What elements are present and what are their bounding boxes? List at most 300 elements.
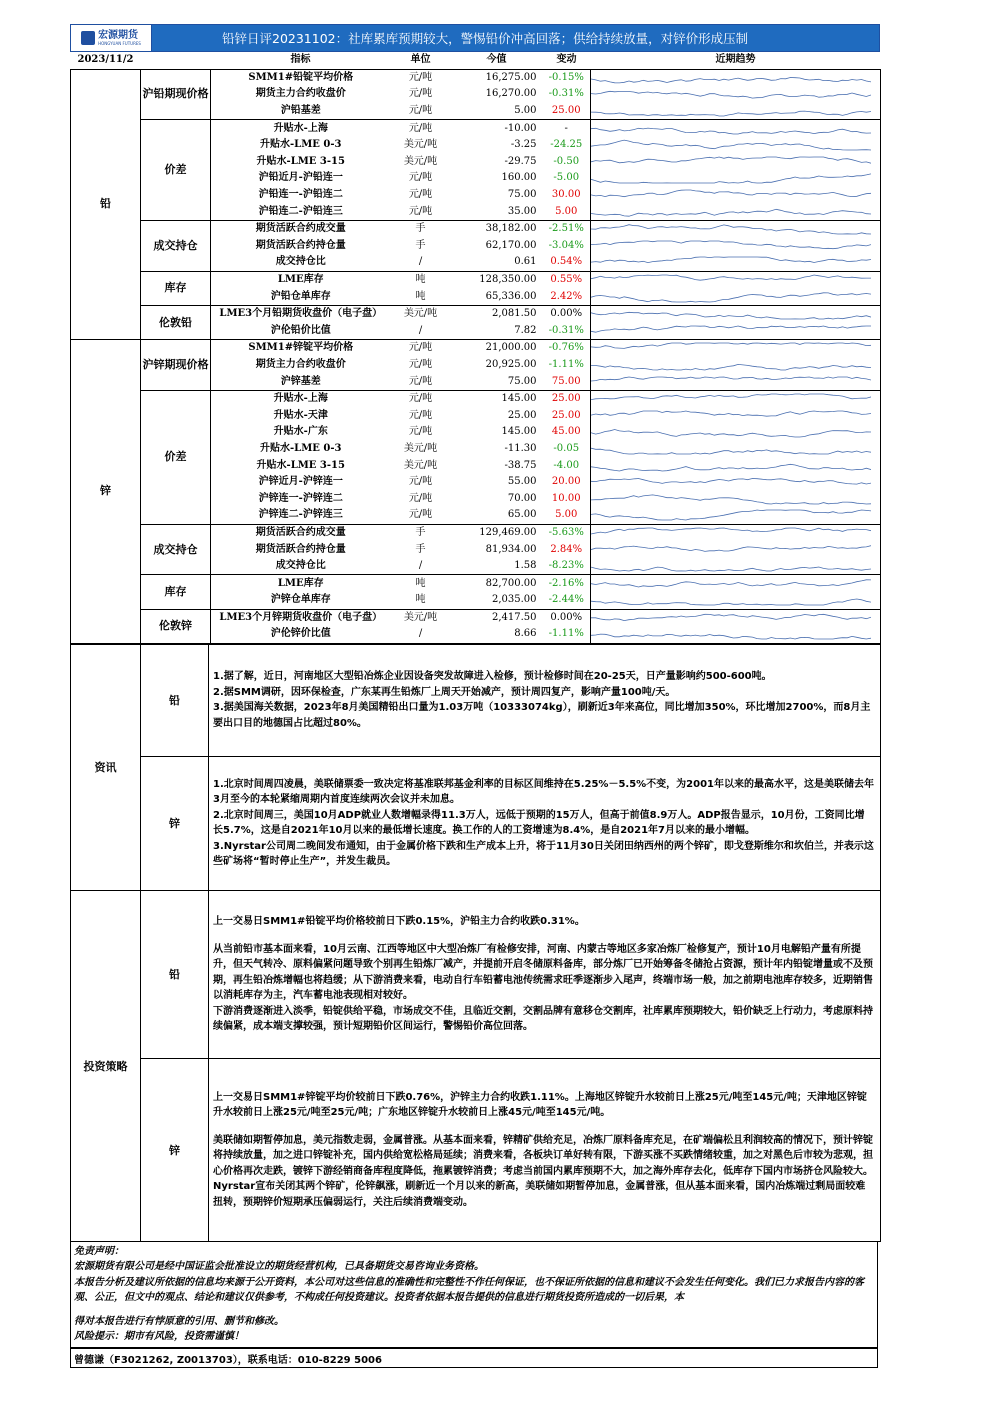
trend-line (591, 111, 871, 116)
indicator-name: 期货活跃合约成交量 (255, 223, 346, 235)
data-row (71, 390, 881, 407)
info-zinc-item: 3.Nyrstar公司周二晚间发布通知，由于金属价格下跌和生产成本上升，将于11月30日关闭田纳西州的两个锌矿，即戈登斯维尔和坎伯兰，并表示这些矿场将“暂时停止生产”，并发生裁员。 (213, 840, 874, 868)
trend-cell (591, 271, 881, 288)
indicator-name: 沪锌基差 (211, 373, 391, 390)
trend-line (591, 292, 871, 301)
trend-cell (591, 592, 881, 609)
group-label: 沪铅期现价格 (141, 69, 211, 120)
trend-cell (591, 457, 881, 474)
unit: 元/吨 (391, 507, 451, 524)
trend-cell (591, 609, 881, 626)
disclaimer (70, 1242, 878, 1348)
trend-cell (591, 288, 881, 305)
unit: / (391, 626, 451, 643)
trend-line (591, 411, 871, 416)
trend-cell (591, 187, 881, 204)
trend-cell (591, 170, 881, 187)
trend-sparkline (591, 627, 871, 641)
trend-sparkline (591, 358, 871, 372)
trend-cell (591, 69, 881, 86)
unit: 手 (415, 543, 426, 555)
change: -0.05 (553, 442, 580, 454)
indicator-name: 升贴水-LME 3-15 (256, 155, 345, 167)
change: -1.11% (543, 626, 591, 643)
value: 75.00 (451, 373, 543, 390)
info-zinc-item: 2.北京时间周三，美国10月ADP就业人数增幅录得11.3万人，远低于预期的15万人，但高于前值8.9万人。ADP报告显示，10月份，工资同比增长5.7%，这是自2021年10月以来的最低增长速度。换工作的人的工资增速为8.4%，是自2021年7月以来的最小增幅。 (213, 809, 865, 837)
col-indicator: 指标 (211, 52, 391, 69)
report-date: 2023/11/2 (71, 52, 141, 69)
trend-sparkline (591, 442, 871, 456)
trend-sparkline (591, 239, 871, 253)
indicator-name: 成交持仓比 (211, 254, 391, 271)
value: 129,469.00 (479, 526, 537, 538)
change: 25.00 (543, 103, 591, 120)
unit: 元/吨 (408, 88, 433, 100)
trend-line (591, 479, 871, 485)
unit: 美元/吨 (403, 308, 438, 320)
indicator-name: LME库存 (277, 577, 324, 589)
change: -5.63% (548, 526, 584, 538)
value: 75.00 (507, 189, 537, 201)
trend-line (591, 140, 871, 150)
unit: 元/吨 (391, 373, 451, 390)
trend-sparkline (591, 459, 871, 473)
indicator-name: 升贴水-广东 (273, 426, 328, 438)
change: -0.50 (553, 155, 580, 167)
trend-line (591, 528, 871, 534)
trend-sparkline (591, 475, 871, 489)
data-row (71, 575, 881, 592)
unit: 元/吨 (391, 203, 451, 220)
trend-sparkline (591, 122, 871, 136)
trend-sparkline (591, 508, 871, 522)
value: 65,336.00 (451, 288, 543, 305)
unit: 元/吨 (408, 71, 433, 83)
change: 2.42% (543, 288, 591, 305)
trend-line (591, 128, 871, 134)
change: 0.55% (550, 274, 583, 286)
indicator-name: 升贴水-上海 (273, 122, 328, 134)
unit: 吨 (391, 288, 451, 305)
group-label: 伦敦铅 (141, 305, 211, 339)
trend-line (591, 241, 871, 249)
trend-line (591, 567, 871, 571)
data-row (71, 120, 881, 137)
unit: 元/吨 (408, 122, 433, 134)
trend-cell (591, 340, 881, 357)
unit: 元/吨 (408, 476, 433, 488)
trend-sparkline (591, 593, 871, 607)
col-unit: 单位 (391, 52, 451, 69)
info-zinc-label: 锌 (141, 756, 209, 890)
value: 82,700.00 (485, 577, 537, 589)
change: 0.00% (550, 308, 583, 320)
group-label: 伦敦锌 (141, 609, 211, 643)
trend-line (591, 343, 871, 348)
trend-sparkline (591, 188, 871, 202)
unit: / (391, 254, 451, 271)
change: -2.16% (548, 577, 584, 589)
change: -24.25 (550, 139, 583, 151)
trend-sparkline (591, 273, 871, 287)
value: 65.00 (451, 507, 543, 524)
trend-sparkline (591, 155, 871, 169)
value: 0.61 (451, 254, 543, 271)
unit: 元/吨 (408, 409, 433, 421)
trend-cell (591, 120, 881, 137)
change: 2.84% (550, 543, 583, 555)
trend-sparkline (591, 409, 871, 423)
trend-sparkline (591, 205, 871, 219)
unit: 元/吨 (408, 189, 433, 201)
unit: 手 (415, 223, 426, 235)
indicator-name: 沪铅基差 (211, 103, 391, 120)
strategy-label: 投资策略 (71, 890, 141, 1241)
value: 35.00 (451, 203, 543, 220)
change: -0.31% (543, 323, 591, 340)
trend-line (591, 377, 871, 381)
indicator-name: 沪伦锌价比值 (211, 626, 391, 643)
trend-line (591, 364, 871, 370)
value: -38.75 (504, 459, 537, 471)
trend-sparkline (591, 104, 871, 118)
value: 2,081.50 (491, 308, 537, 320)
trend-cell (591, 390, 881, 407)
trend-cell (591, 424, 881, 441)
trend-line (591, 92, 871, 99)
trend-sparkline (591, 577, 871, 591)
strategy-lead-text (209, 890, 881, 1058)
change: -0.15% (548, 71, 584, 83)
trend-line (591, 157, 871, 163)
trend-line (591, 495, 871, 504)
change: 25.00 (551, 409, 581, 421)
change: -5.00 (553, 172, 580, 184)
indicator-name: 升贴水-LME 3-15 (256, 459, 345, 471)
trend-line (591, 635, 871, 640)
change: 30.00 (551, 189, 581, 201)
trend-line (591, 448, 871, 454)
unit: 元/吨 (408, 393, 433, 405)
report-header (70, 24, 880, 52)
indicator-name: LME3个月铅期货收盘价（电子盘） (219, 308, 383, 320)
indicator-name: 沪锌连一-沪锌连二 (258, 492, 343, 504)
trend-line (591, 225, 871, 234)
trend-sparkline (591, 71, 871, 85)
indicator-name: 升贴水-天津 (273, 409, 328, 421)
trend-line (591, 580, 871, 587)
indicator-name: SMM1#铅锭平均价格 (248, 71, 354, 83)
trend-cell (591, 154, 881, 171)
indicator-name: 沪铅连二-沪铅连三 (211, 203, 391, 220)
trend-line (591, 599, 871, 605)
trend-line (591, 545, 871, 551)
section-label-zinc: 锌 (71, 340, 141, 644)
trend-cell (591, 103, 881, 120)
indicator-name: 升贴水-上海 (273, 393, 328, 405)
info-table (70, 644, 881, 1242)
group-label: 库存 (141, 575, 211, 609)
trend-cell (591, 558, 881, 575)
data-row (71, 271, 881, 288)
info-lead-text (209, 644, 881, 756)
data-table (70, 52, 881, 644)
change: -8.23% (543, 558, 591, 575)
trend-line (591, 257, 871, 263)
disclaimer-line: 本报告分析及建议所依据的信息均来源于公开资料，本公司对这些信息的准确性和完整性不作任何保证，也不保证所依据的信息和建议不会发生任何变化。我们已力求报告内容的客观、公正，但文中的观点、结论和建议仅供参考，不构成任何投资建议。投资者依据本报告提供的信息进行期货投资所造成的一切后果，本 (74, 1276, 864, 1304)
indicator-name: 成交持仓比 (211, 558, 391, 575)
group-label: 价差 (141, 390, 211, 524)
unit: 元/吨 (408, 342, 433, 354)
trend-sparkline (591, 375, 871, 389)
logo-mark-icon (81, 31, 95, 45)
trend-sparkline (591, 290, 871, 304)
trend-sparkline (591, 222, 871, 236)
indicator-name: 升贴水-LME 0-3 (260, 139, 342, 151)
indicator-name: 沪锌近月-沪锌连一 (258, 476, 343, 488)
indicator-name: SMM1#锌锭平均价格 (248, 342, 354, 354)
trend-cell (591, 220, 881, 237)
unit: / (391, 323, 451, 340)
indicator-name: LME库存 (277, 274, 324, 286)
trend-line (591, 313, 871, 320)
logo-text: 宏源期货 (98, 29, 139, 41)
indicator-name: 沪锌连二-沪锌连三 (211, 507, 391, 524)
info-lead-item: 3.据美国海关数据，2023年8月美国精铅出口量为1.03万吨（10333074kg），刷新近3年来高位，同比增加350%，环比增加2700%，而8月主要出口目的地德国占比超过80%。 (213, 702, 871, 729)
data-row (71, 609, 881, 626)
value: 62,170.00 (485, 239, 537, 251)
info-label: 资讯 (71, 644, 141, 890)
info-zinc-item: 1.北京时间周四凌晨，美联储票委一致决定将基准联邦基金利率的目标区间维持在5.25%－5.5%不变，为2001年以来的最高水平，这是美联储去年3月至今的本轮紧缩周期内首度连续两次会议并未加息。 (213, 778, 875, 806)
trend-cell (591, 524, 881, 541)
indicator-name: 沪伦铅价比值 (211, 323, 391, 340)
strategy-zinc-text (209, 1058, 881, 1241)
change: 25.00 (551, 393, 581, 405)
strategy-zinc-label: 锌 (141, 1058, 209, 1241)
indicator-name: 沪铅连一-沪铅连二 (258, 189, 343, 201)
trend-cell (591, 474, 881, 491)
trend-line (591, 394, 871, 400)
trend-sparkline (591, 392, 871, 406)
trend-line (591, 510, 871, 520)
value: 160.00 (501, 172, 537, 184)
strategy-lead-para: 上一交易日SMM1#铅锭平均价格较前日下跌0.15%，沪铅主力合约收跌0.31%。 (213, 916, 585, 928)
trend-line (591, 614, 871, 620)
indicator-name: 期货主力合约收盘价 (255, 88, 346, 100)
trend-cell (591, 254, 881, 271)
trend-sparkline (591, 87, 871, 101)
group-label: 价差 (141, 120, 211, 221)
value: 1.58 (451, 558, 543, 575)
trend-line (591, 326, 871, 332)
trend-cell (591, 357, 881, 374)
change: 0.00% (550, 611, 583, 623)
strategy-lead-para: 下游消费逐渐进入淡季，铅锭供给平稳，市场成交不佳，且临近交割，交割品牌有意移仓交割库，社库累库预期较大，铅价缺乏上行动力，考虑原料持续偏紧，成本端支撑较强，预计短期铅价区间运行，警惕铅价高位回落。 (213, 1005, 873, 1033)
value: 16,275.00 (485, 71, 537, 83)
change: -2.51% (548, 223, 584, 235)
logo-subtext: HONGYUAN FUTURES (98, 40, 141, 46)
indicator-name: LME3个月锌期货收盘价（电子盘） (219, 611, 383, 623)
trend-line (591, 190, 871, 197)
data-row (71, 69, 881, 86)
trend-sparkline (591, 255, 871, 269)
trend-sparkline (591, 307, 871, 321)
strategy-zinc-para: 美联储如期暂停加息，美元指数走弱，金属普涨。从基本面来看，锌精矿供给充足，冶炼厂原料备库充足，在矿端偏松且利润较高的情况下，预计锌锭将持续放量，加之进口锌锭补充，国内供给宽松格局延续；消费来看，各板块订单好转有限，下游买涨不买跌情绪较重，加之对黑色后市较为悲观，担心价格再次走跌，镀锌下游经销商备库程度降低，拖累镀锌消费；考虑当前国内累库预期不大，加之海外库存去化，低库存下国内市场挤仓风险较大。 (213, 1134, 873, 1177)
info-lead-item: 2.据SMM调研，因环保检查，广东某再生铅炼厂上周天开始减产，预计周四复产，影响产量100吨/天。 (213, 686, 676, 698)
trend-cell (591, 203, 881, 220)
unit: 吨 (391, 592, 451, 609)
unit: 手 (415, 239, 426, 251)
value: 5.00 (451, 103, 543, 120)
trend-line (591, 464, 871, 471)
col-trend: 近期趋势 (591, 52, 881, 69)
data-row (71, 220, 881, 237)
unit: 美元/吨 (403, 155, 438, 167)
change: 5.00 (543, 203, 591, 220)
trend-cell (591, 626, 881, 643)
change: -3.04% (548, 239, 584, 251)
trend-line (591, 209, 871, 216)
info-lead-label: 铅 (141, 644, 209, 756)
change: -1.11% (548, 358, 584, 370)
value: 38,182.00 (485, 223, 537, 235)
trend-sparkline (591, 526, 871, 540)
change: 75.00 (543, 373, 591, 390)
indicator-name: 沪铅近月-沪铅连一 (258, 172, 343, 184)
value: 55.00 (507, 476, 537, 488)
trend-cell (591, 373, 881, 390)
trend-cell (591, 323, 881, 340)
strategy-zinc-para: 上一交易日SMM1#锌锭平均价较前日下跌0.76%，沪锌主力合约收跌1.11%。上海地区锌锭升水较前日上涨25元/吨至145元/吨；天津地区锌锭升水较前日上涨25元/吨至25元/吨；广东地区锌锭升水较前日上涨45元/吨至145元/吨。 (213, 1091, 867, 1119)
unit: 元/吨 (408, 426, 433, 438)
contact-info: 曾德谦（F3021262, Z0013703），联系电话：010-8229 5006 (70, 1348, 878, 1368)
trend-sparkline (591, 543, 871, 557)
unit: 吨 (415, 274, 426, 286)
strategy-lead-para: 从当前铅市基本面来看，10月云南、江西等地区中大型冶炼厂有检修安排，河南、内蒙古等地区多家冶炼厂检修复产，预计10月电解铅产量有所提升，但天气转冷、原料偏紧问题导致个别再生铅炼厂减产，并提前开启冬储原料备库，部分炼厂已开始筹备冬储抢占资源，预计年内铅锭增量或不及预期，再生铅冶炼增幅也将趋缓；从下游消费来看，电动自行车铅蓄电池传统需求旺季逐渐步入尾声，终端市场一般，加之前期电池库存较多，近期销售以消耗库存为主，汽车蓄电池表现相对较好。 (213, 943, 873, 1002)
group-label: 成交持仓 (141, 220, 211, 271)
disclaimer-line: 风险提示：期市有风险，投资需谨慎！ (74, 1331, 244, 1343)
unit: 吨 (415, 577, 426, 589)
data-row (71, 340, 881, 357)
col-value: 今值 (451, 52, 543, 69)
trend-sparkline (591, 171, 871, 185)
unit: 美元/吨 (403, 611, 438, 623)
trend-sparkline (591, 559, 871, 573)
unit: / (391, 558, 451, 575)
trend-cell (591, 86, 881, 103)
report-sheet (70, 24, 880, 1368)
value: 21,000.00 (485, 342, 537, 354)
strategy-zinc-para: Nyrstar宣布关闭其两个锌矿，伦锌飙涨，刷新近一个月以来的新高，美联储如期暂停加息，金属普涨，但从基本面来看，国内冶炼端过剩局面较难扭转，预期锌价短期承压偏弱运行，关注后续消费端变动。 (213, 1181, 866, 1208)
trend-line (591, 77, 871, 82)
unit: 元/吨 (408, 492, 433, 504)
info-zinc-text (209, 756, 881, 890)
change: -4.00 (553, 459, 580, 471)
value: -11.30 (504, 442, 537, 454)
trend-cell (591, 407, 881, 424)
value: 20,925.00 (485, 358, 537, 370)
value: 25.00 (507, 409, 537, 421)
data-row (71, 524, 881, 541)
value: 145.00 (501, 426, 537, 438)
value: 2,035.00 (451, 592, 543, 609)
indicator-name: 期货主力合约收盘价 (255, 358, 346, 370)
trend-cell (591, 305, 881, 322)
strategy-lead-label: 铅 (141, 890, 209, 1058)
group-label: 库存 (141, 271, 211, 305)
value: 128,350.00 (479, 274, 537, 286)
unit: 元/吨 (408, 172, 433, 184)
company-logo (71, 25, 152, 51)
unit: 美元/吨 (403, 442, 438, 454)
trend-sparkline (591, 341, 871, 355)
value: -10.00 (504, 122, 537, 134)
trend-cell (591, 137, 881, 154)
change: - (564, 122, 568, 134)
value: -3.25 (510, 139, 537, 151)
trend-cell (591, 441, 881, 458)
group-label: 成交持仓 (141, 524, 211, 575)
trend-cell (591, 575, 881, 592)
change: -2.44% (543, 592, 591, 609)
unit: 美元/吨 (403, 139, 438, 151)
unit: 元/吨 (408, 358, 433, 370)
indicator-name: 期货活跃合约持仓量 (255, 543, 346, 555)
value: -29.75 (504, 155, 537, 167)
change: 10.00 (551, 492, 581, 504)
value: 81,934.00 (485, 543, 537, 555)
info-lead-item: 1.据了解，近日，河南地区大型铅冶炼企业因设备突发故障进入检修，预计检修时间在20-25天，日产量影响约500-600吨。 (213, 671, 772, 683)
trend-cell (591, 238, 881, 255)
indicator-name: 沪锌仓单库存 (211, 592, 391, 609)
column-header-row (71, 52, 881, 69)
value: 7.82 (451, 323, 543, 340)
change: -0.76% (548, 342, 584, 354)
indicator-name: 沪铅仓单库存 (211, 288, 391, 305)
value: 2,417.50 (491, 611, 537, 623)
unit: 美元/吨 (403, 459, 438, 471)
trend-line (591, 275, 871, 280)
change: 45.00 (551, 426, 581, 438)
unit: 元/吨 (391, 103, 451, 120)
group-label: 沪锌期现价格 (141, 340, 211, 391)
trend-sparkline (591, 425, 871, 439)
indicator-name: 期货活跃合约持仓量 (255, 239, 346, 251)
value: 16,270.00 (485, 88, 537, 100)
change: 0.54% (543, 254, 591, 271)
trend-cell (591, 507, 881, 524)
trend-line (591, 430, 871, 438)
indicator-name: 期货活跃合约成交量 (255, 526, 346, 538)
value: 70.00 (507, 492, 537, 504)
col-change: 变动 (543, 52, 591, 69)
indicator-name: 升贴水-LME 0-3 (260, 442, 342, 454)
trend-cell (591, 541, 881, 558)
data-row (71, 305, 881, 322)
trend-sparkline (591, 611, 871, 625)
report-title: 铅锌日评20231102：社库累库预期较大，警惕铅价冲高回落；供给持续放量，对锌价形成压制 (152, 25, 879, 51)
trend-sparkline (591, 324, 871, 338)
section-label-lead: 铅 (71, 69, 141, 340)
value: 145.00 (501, 393, 537, 405)
change: 20.00 (551, 476, 581, 488)
trend-sparkline (591, 492, 871, 506)
trend-line (591, 174, 871, 183)
trend-sparkline (591, 138, 871, 152)
disclaimer-line: 免责声明： (74, 1245, 124, 1257)
change: 5.00 (543, 507, 591, 524)
value: 8.66 (451, 626, 543, 643)
